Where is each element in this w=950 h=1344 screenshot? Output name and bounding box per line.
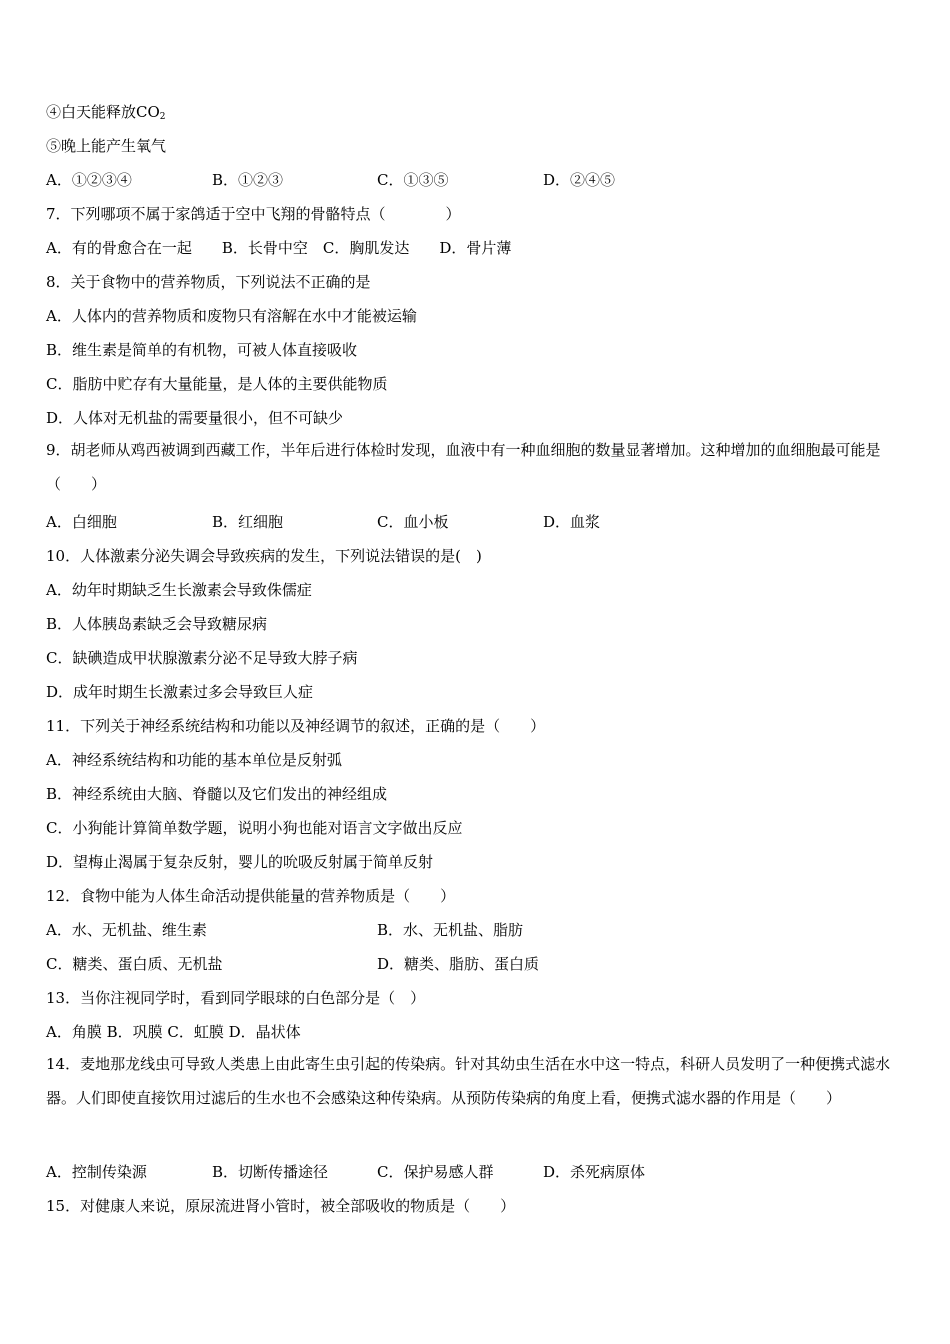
question-14: 14．麦地那龙线虫可导致人类患上由此寄生虫引起的传染病。针对其幼虫生活在水中这一特点，科研人员发明了一种便携式滤水器。人们即使直接饮用过滤后的生水也不会感染这种传染病。从预防传染病的角度上看，便携式滤水器的作用是（ ） [46, 1055, 891, 1107]
option-a: A．控制传染源 [46, 1163, 147, 1181]
option-b: B．红细胞 [212, 513, 284, 531]
option-b: B．切断传播途径 [212, 1163, 329, 1181]
option-c: C．保护易感人群 [377, 1163, 494, 1181]
q11-option-c: C．小狗能计算简单数学题，说明小狗也能对语言文字做出反应 [46, 819, 463, 837]
option-b: B．水、无机盐、脂肪 [377, 921, 524, 939]
option-d: D．糖类、脂肪、蛋白质 [377, 955, 540, 973]
q8-option-b: B．维生素是简单的有机物，可被人体直接吸收 [46, 341, 358, 359]
q7-options: A．有的骨愈合在一起 B．长骨中空 C．胸肌发达 D．骨片薄 [46, 239, 512, 257]
q11-option-a: A．神经系统结构和功能的基本单位是反射弧 [46, 751, 342, 769]
q10-option-b: B．人体胰岛素缺乏会导致糖尿病 [46, 615, 268, 633]
option-d: D．血浆 [543, 513, 601, 531]
option-c: C．①③⑤ [377, 171, 449, 189]
statement-4: ④白天能释放$CO_2$ [46, 103, 166, 122]
q8-option-d: D．人体对无机盐的需要量很小，但不可缺少 [46, 409, 344, 427]
q10-option-c: C．缺碘造成甲状腺激素分泌不足导致大脖子病 [46, 649, 358, 667]
option-a: A．①②③④ [46, 171, 132, 189]
option-c: C．糖类、蛋白质、无机盐 [46, 955, 223, 973]
q8-option-c: C．脂肪中贮存有大量能量，是人体的主要供能物质 [46, 375, 388, 393]
question-11: 11．下列关于神经系统结构和功能以及神经调节的叙述，正确的是（ ） [46, 717, 546, 735]
option-b: B．①②③ [212, 171, 284, 189]
option-d: D．杀死病原体 [543, 1163, 646, 1181]
question-10: 10．人体激素分泌失调会导致疾病的发生，下列说法错误的是( ) [46, 547, 482, 565]
q8-option-a: A．人体内的营养物质和废物只有溶解在水中才能被运输 [46, 307, 417, 325]
question-9: 9．胡老师从鸡西被调到西藏工作，半年后进行体检时发现，血液中有一种血细胞的数量显著增加。这种增加的血细胞最可能是（ ） [46, 441, 881, 493]
q11-option-b: B．神经系统由大脑、脊髓以及它们发出的神经组成 [46, 785, 388, 803]
option-c: C．血小板 [377, 513, 449, 531]
option-a: A．白细胞 [46, 513, 117, 531]
option-a: A．水、无机盐、维生素 [46, 921, 207, 939]
q11-option-d: D．望梅止渴属于复杂反射，婴儿的吮吸反射属于简单反射 [46, 853, 434, 871]
q10-option-a: A．幼年时期缺乏生长激素会导致侏儒症 [46, 581, 312, 599]
question-13: 13．当你注视同学时，看到同学眼球的白色部分是（ ） [46, 989, 426, 1007]
q10-option-d: D．成年时期生长激素过多会导致巨人症 [46, 683, 314, 701]
option-d: D．②④⑤ [543, 171, 616, 189]
q13-options: A．角膜 B．巩膜 C．虹膜 D．晶状体 [46, 1023, 301, 1041]
statement-5: ⑤晚上能产生氧气 [46, 137, 167, 155]
question-8: 8．关于食物中的营养物质，下列说法不正确的是 [46, 273, 371, 291]
question-15: 15．对健康人来说，原尿流进肾小管时，被全部吸收的物质是（ ） [46, 1197, 516, 1215]
question-7: 7．下列哪项不属于家鸽适于空中飞翔的骨骼特点（ ） [46, 205, 461, 223]
question-12: 12．食物中能为人体生命活动提供能量的营养物质是（ ） [46, 887, 456, 905]
